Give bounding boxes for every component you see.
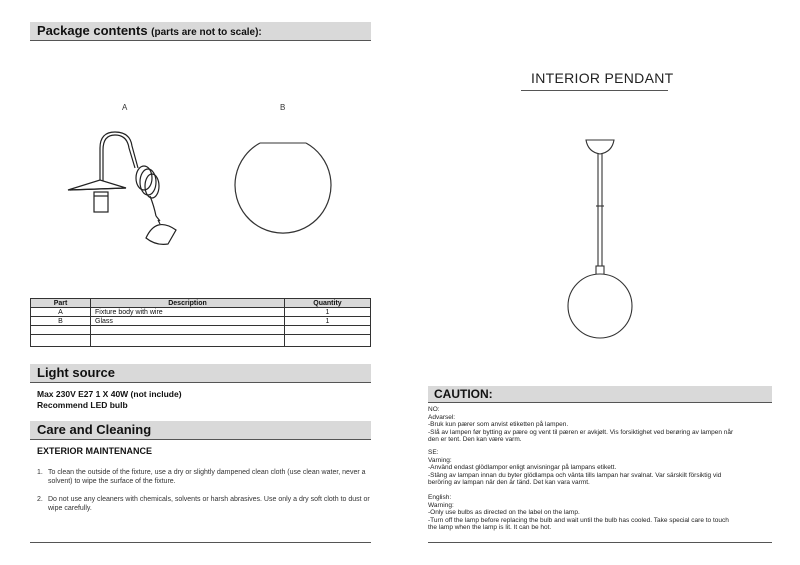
care-cleaning-header	[30, 421, 371, 440]
care-item-text: Do not use any cleaners with chemicals, solvents or harsh abrasives. Use only a dry soft cloth to dust or wipe carefully.	[48, 496, 370, 512]
exterior-maintenance-title: EXTERIOR MAINTENANCE	[37, 446, 153, 456]
table-cell: A	[31, 308, 91, 317]
caution-header	[428, 386, 772, 403]
care-cleaning-title: Care and Cleaning	[37, 422, 152, 437]
glass-globe-illustration	[230, 135, 340, 245]
package-contents-title: Package contents	[37, 23, 148, 38]
care-item-number: 1.	[37, 469, 43, 476]
right-bottom-rule	[428, 542, 772, 543]
light-source-title: Light source	[37, 365, 116, 380]
table-cell	[91, 326, 285, 335]
table-cell: Fixture body with wire	[91, 308, 285, 317]
table-cell: Glass	[91, 317, 285, 326]
table-cell	[285, 335, 371, 347]
care-item-text: To clean the outside of the fixture, use a dry or slightly dampened clean cloth (use clean water, never a solvent) to wipe the surface of the fixture.	[48, 469, 366, 485]
warning-norwegian	[428, 406, 778, 444]
table-cell: 1	[285, 317, 371, 326]
warning-swedish	[428, 449, 778, 487]
light-spec: Max 230V E27 1 X 40W (not include)	[37, 389, 182, 399]
warning-text: SE: Varning: -Använd endast glödlampor enligt anvisningar på lampans etikett. -Stäng av lampan innan du byter glödlampa och vänta tills lampan har svalnat. Var särskilt försiktig vid beröring av lampan när den är tänd. Det kan vara varmt.	[428, 449, 722, 487]
pendant-lamp-illustration	[560, 138, 640, 338]
caution-title: CAUTION:	[434, 387, 493, 401]
care-item	[37, 468, 377, 486]
light-source-header	[30, 364, 371, 383]
table-cell	[285, 326, 371, 335]
table-row	[31, 326, 371, 335]
part-b-label: B	[280, 103, 286, 112]
table-cell: 1	[285, 308, 371, 317]
col-header-description: Description	[91, 299, 285, 308]
care-item-number: 2.	[37, 496, 43, 503]
care-item	[37, 495, 377, 513]
table-cell: B	[31, 317, 91, 326]
left-bottom-rule	[30, 542, 371, 543]
part-a-label: A	[122, 103, 128, 112]
col-header-quantity: Quantity	[285, 299, 371, 308]
package-contents-header	[30, 22, 371, 41]
warning-text: English: Warning: -Only use bulbs as directed on the label on the lamp. -Turn off the lamp before replacing the bulb and wait until the bulb has cooled. Take special care to touch the lamp when the lamp is lit. It can be hot.	[428, 494, 729, 532]
table-cell	[91, 335, 285, 347]
package-contents-subtitle: (parts are not to scale):	[151, 27, 262, 38]
table-row	[31, 308, 371, 317]
title-underline	[521, 90, 668, 91]
warning-text: NO: Advarsel: -Bruk kun pærer som anvist etiketten på lampen. -Slå av lampen før bytting av pære og vent til pæren er avkjølt. Vis forsiktighet ved berøring av lampen når den er tent. Den kan være varm.	[428, 406, 734, 444]
col-header-part: Part	[31, 299, 91, 308]
table-cell	[31, 335, 91, 347]
table-cell	[31, 326, 91, 335]
parts-table	[30, 298, 371, 347]
warning-english	[428, 494, 778, 532]
table-row	[31, 317, 371, 326]
light-recommendation: Recommend LED bulb	[37, 400, 128, 410]
product-title: INTERIOR PENDANT	[531, 70, 674, 86]
fixture-body-illustration	[60, 120, 200, 260]
table-row	[31, 335, 371, 347]
